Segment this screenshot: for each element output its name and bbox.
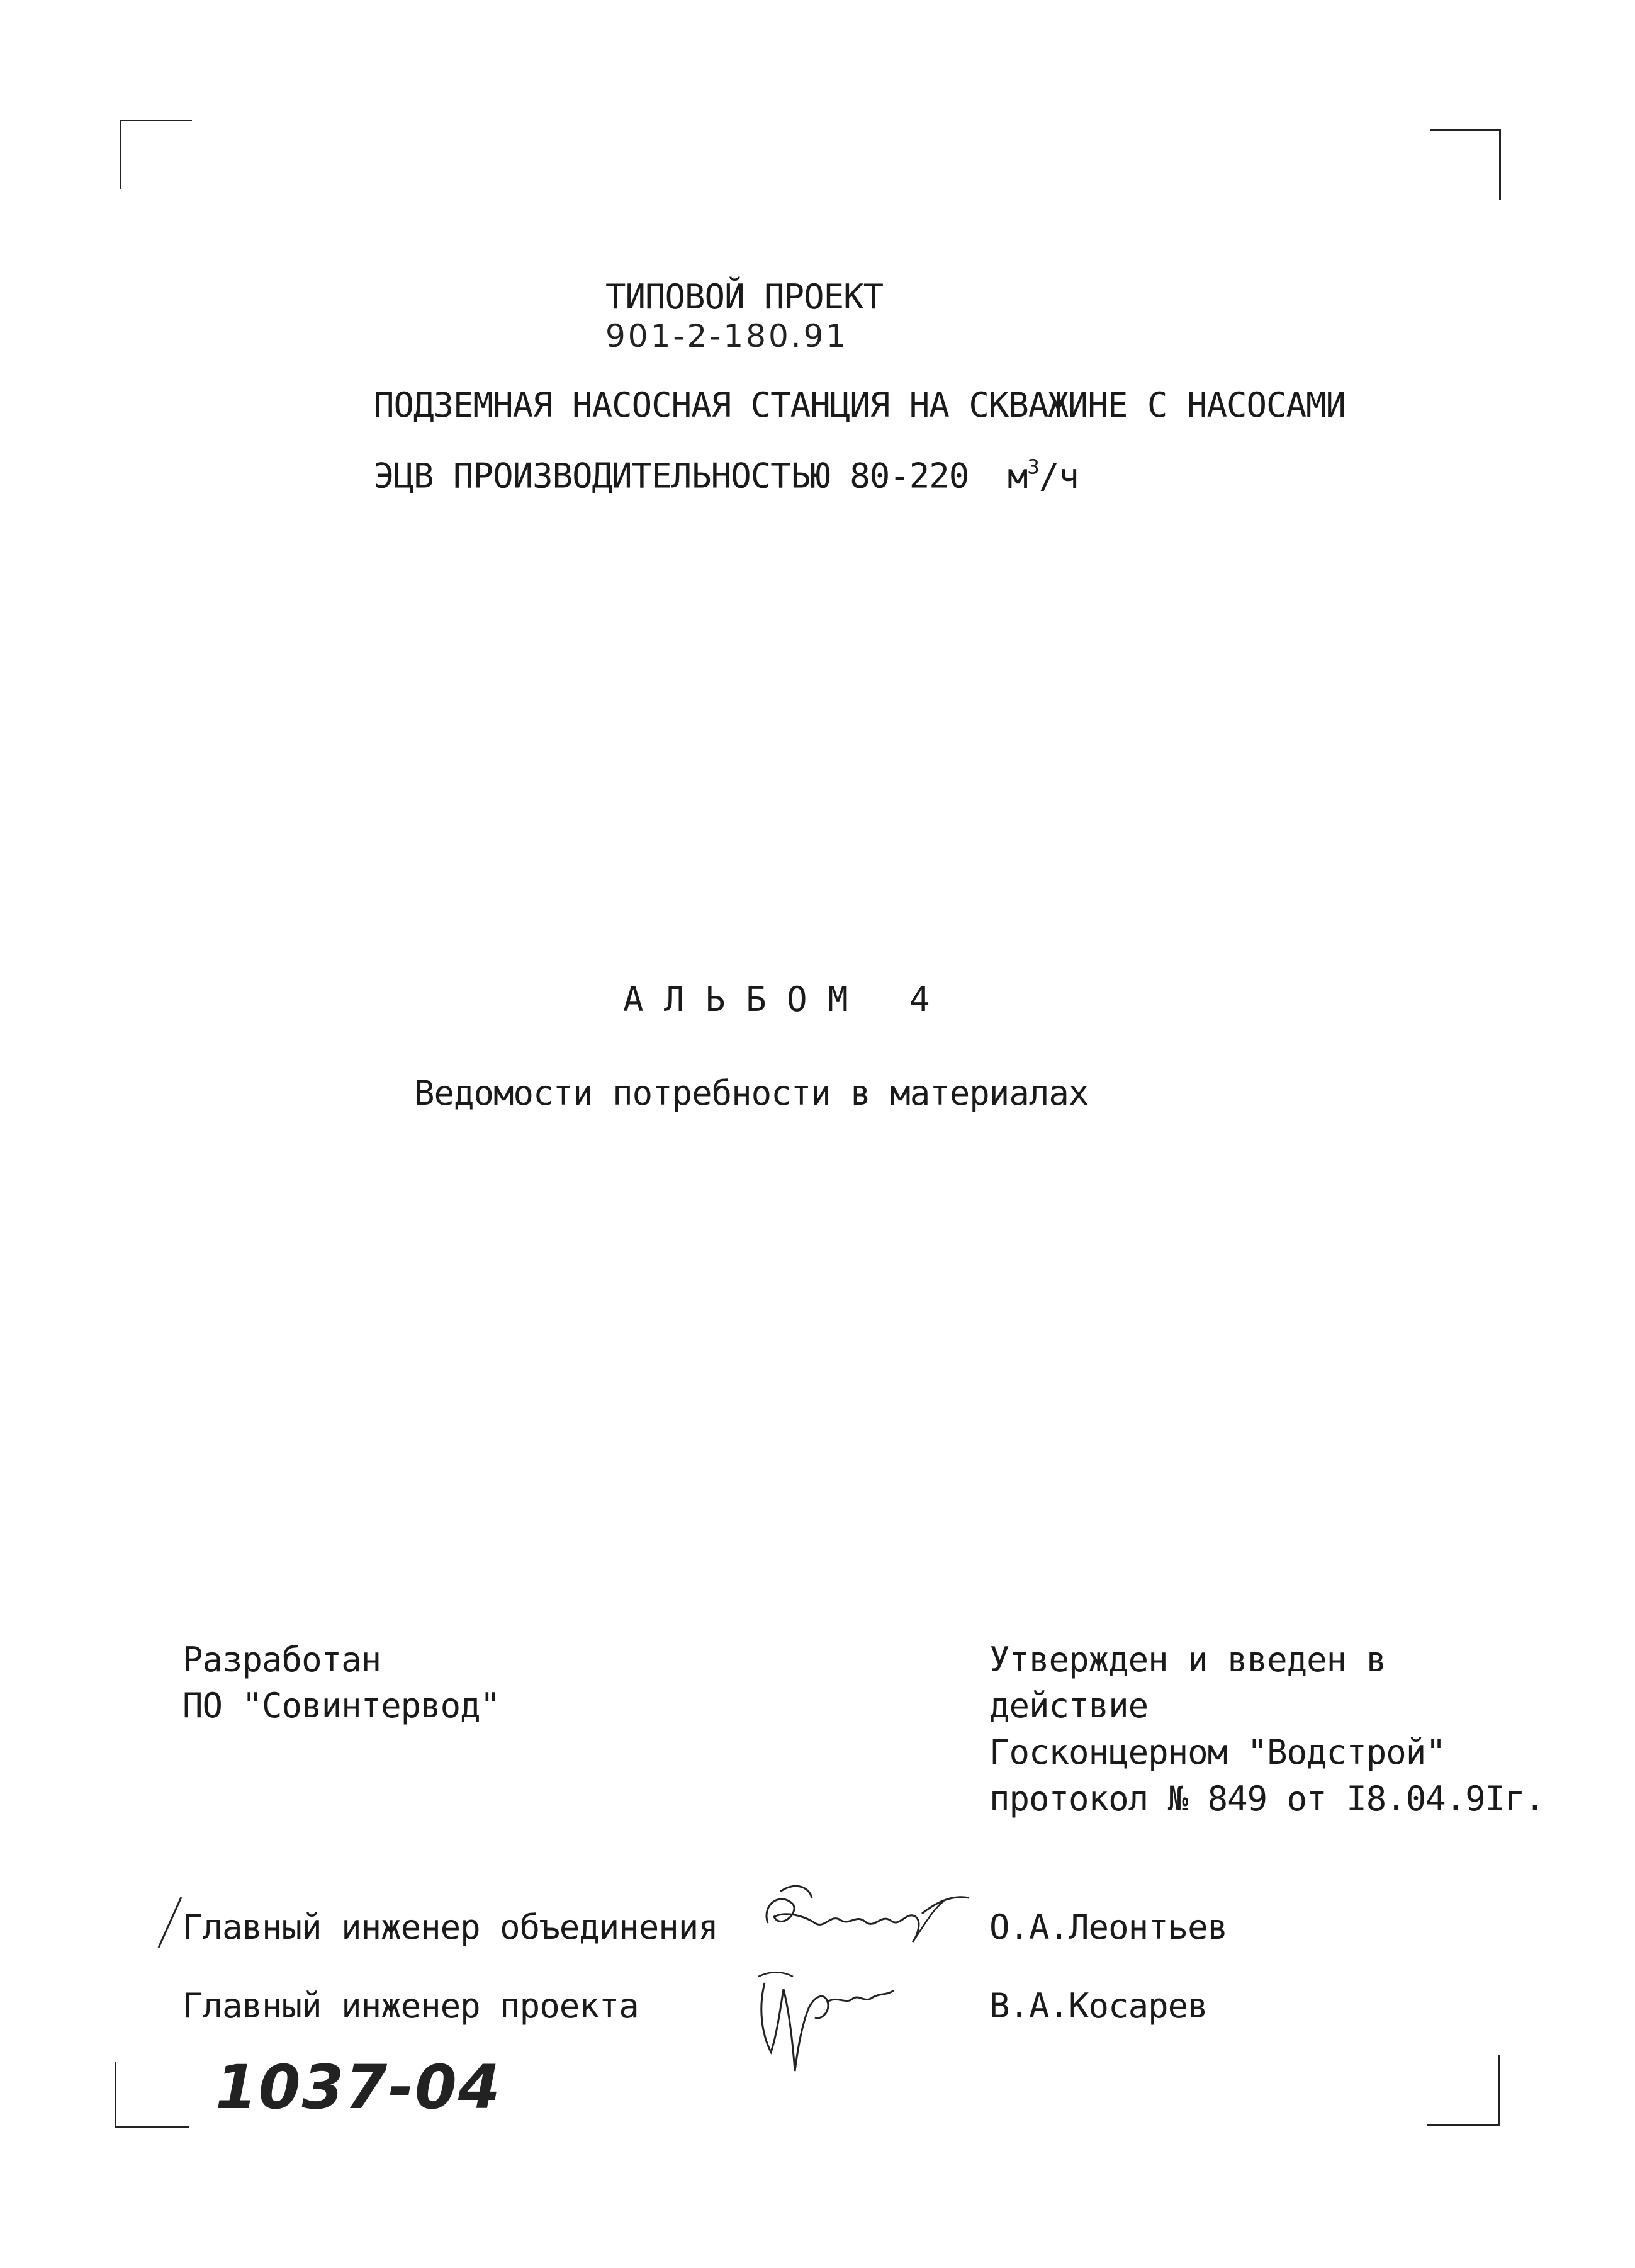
developed-line-2: ПО "Совинтервод" [183,1686,500,1725]
chief-engineer-association-title: Главный инженер объединения [183,1907,718,1947]
project-title-line-2 [374,454,1079,496]
album-title: А Л Ь Б О М 4 [623,979,930,1019]
approved-line-3: Госконцерном "Водстрой" [989,1732,1446,1772]
corner-mark-top-right [1430,129,1501,200]
project-title-line-1: ПОДЗЕМНАЯ НАСОСНАЯ СТАНЦИЯ НА СКВАЖИНЕ С НАСОСАМИ [374,385,1346,425]
project-label: ТИПОВОЙ ПРОЕКТ [605,277,884,317]
corner-mark-top-left [120,120,192,189]
margin-pen-stroke [154,1895,185,1951]
signature-leontiev [755,1879,982,1967]
approved-line-1: Утвержден и введен в [989,1640,1386,1679]
album-subtitle: Ведомости потребности в материалах [414,1073,1089,1113]
signature-kosarev [746,1958,909,2077]
capacity-text: ЭЦВ ПРОИЗВОДИТЕЛЬНОСТЬЮ 80-220 [374,456,969,496]
approved-line-2: действие [989,1686,1149,1725]
corner-mark-bottom-left [115,2062,189,2128]
approved-line-4: протокол № 849 от I8.04.9Iг. [989,1779,1545,1819]
chief-engineer-project-name: В.А.Косарев [989,1986,1208,2026]
corner-mark-bottom-right [1427,2055,1500,2126]
developed-line-1: Разработан [183,1640,381,1679]
chief-engineer-project-title: Главный инженер проекта [183,1986,639,2026]
capacity-unit: $м^3/ч$ [1007,454,1079,496]
inventory-number: 1037-04 [215,2052,502,2123]
chief-engineer-association-name: О.А.Леонтьев [989,1907,1228,1947]
project-number: 901-2-180.91 [605,318,849,354]
